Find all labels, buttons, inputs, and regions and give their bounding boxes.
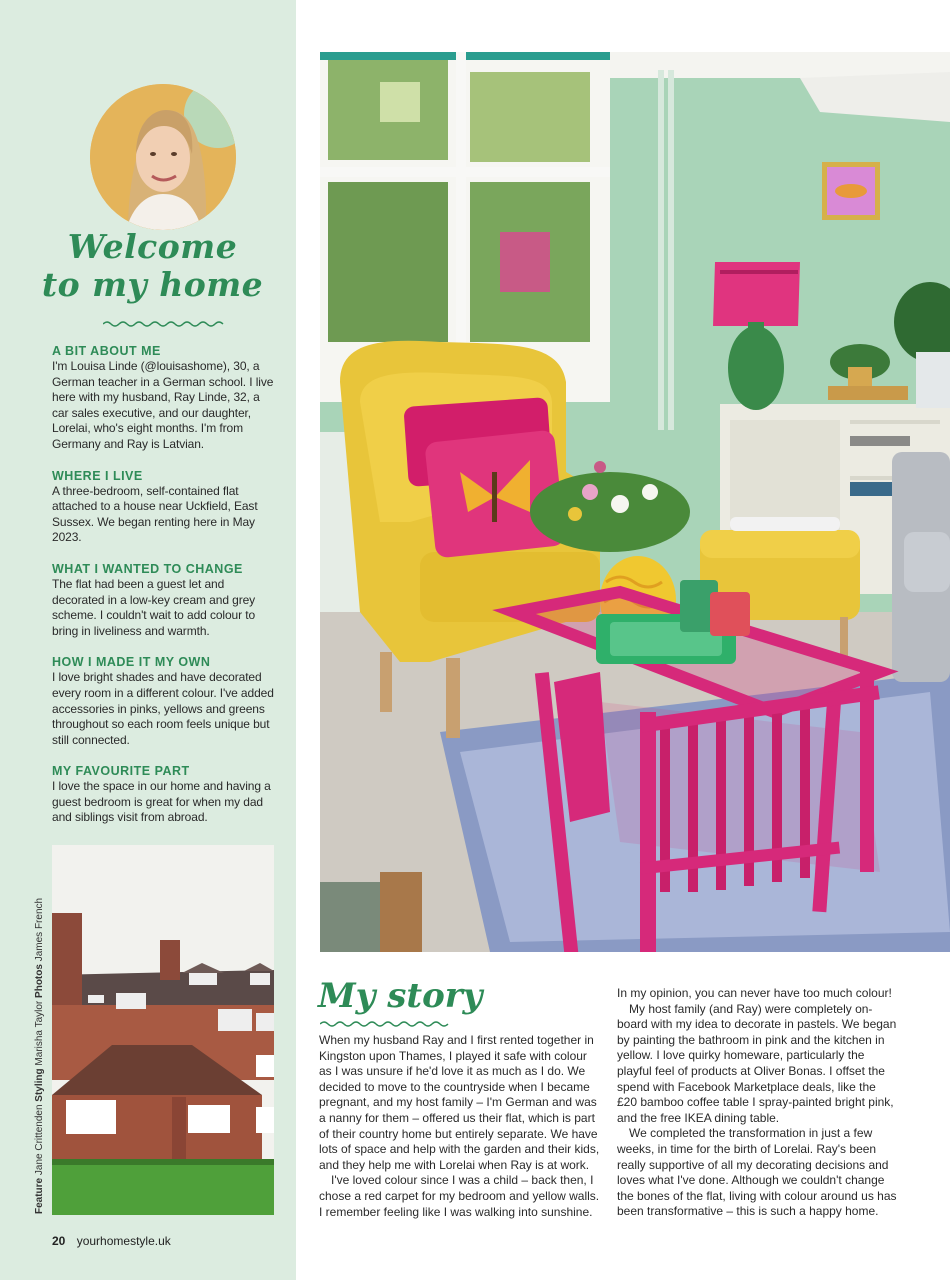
story-paragraph: In my opinion, you can never have too much colour! bbox=[617, 986, 892, 1000]
credit-feature-name: Jane Crittenden bbox=[34, 1104, 45, 1176]
story-column-2 bbox=[617, 986, 899, 1220]
about-sections bbox=[52, 344, 278, 842]
credit-photos-name: James French bbox=[34, 897, 45, 962]
section-text-favourite: I love the space in our home and having a guest bedroom is great for when my dad and siblings visit from abroad. bbox=[52, 779, 271, 825]
welcome-title-line1: Welcome bbox=[67, 227, 238, 266]
welcome-title bbox=[40, 228, 265, 304]
living-room-photo bbox=[320, 52, 950, 952]
section-heading-about: A BIT ABOUT ME bbox=[52, 344, 161, 358]
section-heading-where: WHERE I LIVE bbox=[52, 468, 143, 483]
author-portrait bbox=[90, 84, 236, 230]
section-text-where: A three-bedroom, self-contained flat attached to a house near Uckfield, East Sussex. We began renting here in May 2023. bbox=[52, 483, 258, 545]
welcome-title-line2: to my home bbox=[41, 265, 264, 304]
story-paragraph: My host family (and Ray) were completely on-board with my idea to decorate in pastels. We began by painting the bathroom in pink and the kitchen in yellow. I love quirky homeware, particularly the playful feel of products at Oliver Bonas. I offset the spend with Facebook Marketplace deals, like the £20 bamboo coffee table I spray-painted bright pink, and the free IKEA dining table. bbox=[617, 1001, 897, 1125]
section-text-made-own: I love bright shades and have decorated every room in a different colour. I've added accessories in pinks, yellows and greens throughout so each room feels unique but still connected. bbox=[52, 670, 274, 747]
story-paragraph: I've loved colour since I was a child – back then, I chose a red carpet for my bedroom and yellow walls. I remember feeling like I was walking into sunshine. bbox=[319, 1173, 600, 1219]
credit-styling-label: Styling bbox=[34, 1068, 45, 1102]
story-squiggle-divider bbox=[320, 1020, 450, 1028]
house-exterior-photo bbox=[52, 845, 274, 1215]
sidebar-panel bbox=[0, 0, 296, 1280]
story-column-1 bbox=[319, 1033, 601, 1220]
section-text-about: I'm Louisa Linde (@louisashome), 30, a German teacher in a German school. I live here with my husband, Ray Linde, 32, a car sales executive, and our daughter, Lorelai, who's eight months. I'm from Germany and Ray is Latvian. bbox=[52, 359, 274, 451]
squiggle-divider bbox=[103, 320, 225, 328]
website-link: yourhomestyle.uk bbox=[76, 1234, 171, 1248]
section-heading-made-own: HOW I MADE IT MY OWN bbox=[52, 655, 211, 670]
page-footer bbox=[52, 1234, 171, 1248]
credit-feature-label: Feature bbox=[34, 1177, 45, 1214]
page-number: 20 bbox=[52, 1234, 66, 1248]
credit-styling-name: Marisha Taylor bbox=[34, 1000, 45, 1066]
section-heading-favourite: MY FAVOURITE PART bbox=[52, 764, 190, 779]
credit-photos-label: Photos bbox=[34, 964, 45, 998]
section-text-change: The flat had been a guest let and decorated in a low-key cream and grey scheme. I couldn't wait to add colour to bring in liveliness and warmth. bbox=[52, 576, 256, 638]
story-title: My story bbox=[318, 976, 483, 1016]
story-paragraph: We completed the transformation in just a few weeks, in time for the birth of Lorelai. Ray's been really supportive of all my decorating decisions and loves what I've done. Although we couldn't change the bones of the flat, living with colour around us has been transformative – this is such a happy home. bbox=[617, 1126, 897, 1219]
story-paragraph: When my husband Ray and I first rented together in Kingston upon Thames, I played it safe with colour as I was unsure if he'd love it as much as I do. We decided to move to the countryside when I became pregnant, and my host family – I'm German and was a nanny for them – offered us their flat, which is part of their country home but entirely separate. We have lots of space and help with the garden and their kids, and they help me with Lorelai when Ray is at work. bbox=[319, 1033, 600, 1172]
photo-credits bbox=[34, 898, 45, 1214]
section-heading-change: WHAT I WANTED TO CHANGE bbox=[52, 561, 243, 576]
